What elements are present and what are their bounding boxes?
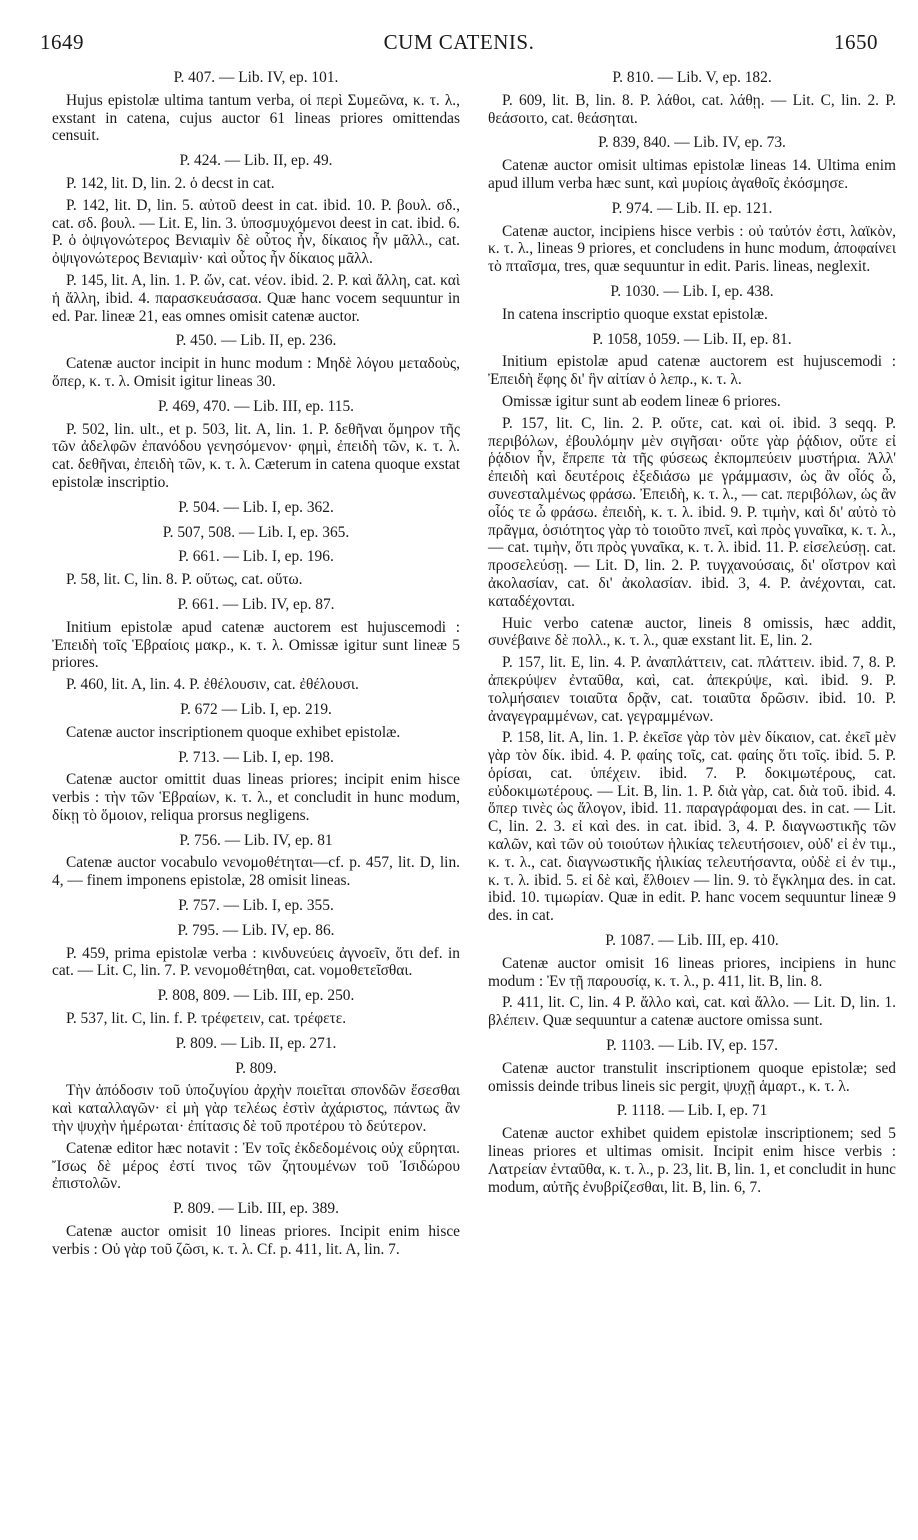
section-heading: P. 407. — Lib. IV, ep. 101. [173, 69, 339, 86]
section-heading: P. 504. — Lib. I, ep. 362. [178, 498, 334, 516]
text-paragraph: Catenæ auctor exhibet quidem epistolæ inscriptionem; sed 5 lineas priores et ultimas omisit. Incipit enim hisce verbis : Λατρείαν ἐνταῦθα, κ. τ. λ., p. 23, lit. B, lin. 1, et concludit in hunc modum, αὐτῆς ἐνυβρίζεσθαι, lit. B, lin. 6, 7. [488, 1125, 896, 1196]
text-paragraph: Catenæ auctor omisit 10 lineas priores. Incipit enim hisce verbis : Οὐ γὰρ τοῦ ζῶσι, κ. τ. λ. Cf. p. 411, lit. A, lin. 7. [52, 1223, 460, 1258]
page-number-right: 1650 [834, 30, 878, 54]
section-heading: P. 1118. — Lib. I, ep. 71 [616, 1102, 768, 1120]
section-heading: P. 757. — Lib. I, ep. 355. [178, 897, 334, 915]
section-heading: P. 424. — Lib. II, ep. 49. [179, 152, 333, 170]
text-paragraph: P. 459, prima epistolæ verba : κινδυνεύεις ἀγνοεῖν, ὅτι def. in cat. — Lit. C, lin. 7. P. νενομοθέτηθαι, cat. νομοθετεῖσθαι. [52, 944, 460, 980]
section-heading: P. 810. — Lib. V, ep. 182. [612, 69, 772, 86]
running-header [40, 30, 878, 60]
text-paragraph: Huic verbo catenæ auctor, lineis 8 omissis, hæc addit, συνέβαινε δὲ πολλ., κ. τ. λ., quæ exstant lit. E, lin. 2. [488, 614, 896, 650]
section-heading: P. 661. — Lib. IV, ep. 87. [177, 595, 335, 613]
text-paragraph: In catena inscriptio quoque exstat epistolæ. [502, 305, 768, 323]
section-heading: P. 450. — Lib. II, ep. 236. [175, 332, 337, 350]
text-paragraph: Initium epistolæ apud catenæ auctorem est hujuscemodi : Ἐπειδὴ τοῖς Ἑβραίοις μακρ., κ. τ. λ. Omissæ igitur sunt lineæ 5 priores. [52, 618, 460, 672]
running-title: CUM CATENIS. [383, 30, 535, 54]
text-paragraph: Catenæ auctor omittit duas lineas priores; incipit enim hisce verbis : τὴν τῶν Ἑβραίων, κ. τ. λ., et concludit in hunc modum, δίκῃ τὸ ὅμοιον, reliqua prorsus negligens. [52, 771, 460, 824]
page-number-left: 1649 [40, 30, 84, 54]
text-paragraph: Catenæ auctor inscriptionem quoque exhibet epistolæ. [66, 723, 401, 741]
text-paragraph: P. 502, lin. ult., et p. 503, lit. A, lin. 1. P. δεθῆναι ὅμηρον τῆς τῶν ἀδελφῶν ἐπανόδου γενησόμενον· φημὶ, ἐπειδὴ τῶν, κ. τ. λ. cat. δεθῆναι, ἐπειδὴ τῶν, κ. τ. λ. Cæterum in catena quoque exstat epistolæ inscriptio. [52, 420, 460, 491]
section-heading: P. 756. — Lib. IV, ep. 81 [179, 831, 333, 849]
section-heading: P. 469, 470. — Lib. III, ep. 115. [157, 397, 355, 415]
text-paragraph: P. 142, lit. D, lin. 5. αὐτοῦ deest in cat. ibid. 10. P. βουλ. σδ., cat. σδ. βουλ. — Lit. E, lin. 3. ὑποσμυχόμενοι deest in cat. ibid. 6. P. ὁ ὀψιγονώτερος Βενιαμὶν δὲ οὗτος ἦν, δίκαιος ἦν μᾶλλ., cat. ὀψιγονώτερος Βενιαμὶν· καὶ οὗτος ἦν δίκαιος μᾶλλ. [52, 196, 460, 268]
section-heading: P. 809. — Lib. II, ep. 271. [175, 1034, 337, 1052]
text-paragraph: Τὴν ἀπόδοσιν τοῦ ὑποζυγίου ἀρχὴν ποιεῖται σπονδῶν ἔσεσθαι καὶ καταλλαγῶν· εἰ μὴ γὰρ τελέως ἐστὶν ἀχάριστος, πάντως ἂν τὴν ψυχὴν ἡμέρωται· ἐπίτασις δὲ τοῦ προτέρου τὸ δεύτερον. [52, 1082, 460, 1136]
text-paragraph: P. 142, lit. D, lin. 2. ὁ decst in cat. [66, 174, 275, 192]
text-paragraph: P. 411, lit. C, lin. 4 P. ἄλλο καὶ, cat. καὶ ἄλλο. — Lit. D, lin. 1. βλέπειν. Quæ sequuntur a catenæ auctore omissa sunt. [488, 994, 896, 1030]
text-paragraph: Catenæ auctor vocabulo νενομοθέτηται—cf. p. 457, lit. D, lin. 4, — finem imponens epistolæ, 28 omisit lineas. [52, 854, 460, 890]
text-paragraph: Catenæ auctor omisit ultimas epistolæ lineas 14. Ultima enim apud illum verba hæc sunt, καὶ μυρίοις ἀγαθοῖς ἐκόσμησε. [488, 157, 896, 192]
text-paragraph: P. 609, lit. B, lin. 8. P. λάθοι, cat. λάθῃ. — Lit. C, lin. 2. P. θεάσοιτο, cat. θεάσηται. [488, 91, 896, 127]
section-heading: P. 839, 840. — Lib. IV, ep. 73. [598, 134, 786, 152]
text-paragraph: Initium epistolæ apud catenæ auctorem est hujuscemodi : Ἐπειδὴ ἔφης δι' ἣν αἰτίαν ὁ λεπρ., κ. τ. λ. [488, 353, 896, 389]
section-heading: P. 795. — Lib. IV, ep. 86. [177, 921, 335, 939]
section-heading: P. 672 — Lib. I, ep. 219. [180, 700, 332, 718]
section-heading: P. 713. — Lib. I, ep. 198. [178, 748, 334, 766]
section-heading: P. 809. — Lib. III, ep. 389. [173, 1200, 339, 1218]
section-heading: P. 1103. — Lib. IV, ep. 157. [606, 1037, 778, 1055]
text-paragraph: P. 460, lit. A, lin. 4. P. ἐθέλουσιν, cat. ἐθέλουσι. [66, 676, 359, 694]
text-paragraph: Hujus epistolæ ultima tantum verba, οἱ περὶ Συμεῶνα, κ. τ. λ., exstant in catena, cujus auctor 61 lineas priores omittendas censuit. [52, 91, 460, 145]
section-heading: P. 661. — Lib. I, ep. 196. [178, 548, 334, 566]
section-heading: P. 974. — Lib. II. ep. 121. [611, 199, 773, 217]
text-paragraph: P. 58, lit. C, lin. 8. P. οὕτως, cat. οὕτω. [66, 571, 303, 589]
text-paragraph: P. 537, lit. C, lin. f. P. τρέφετειν, cat. τρέφετε. [66, 1010, 347, 1028]
section-heading: P. 809. [235, 1059, 277, 1077]
text-paragraph: Catenæ auctor omisit 16 lineas priores, incipiens in hunc modum : Ἐν τῇ παρουσίᾳ, κ. τ. λ., p. 411, lit. B, lin. 8. [488, 954, 896, 990]
section-heading: P. 1087. — Lib. III, ep. 410. [605, 932, 779, 950]
text-paragraph: Catenæ auctor, incipiens hisce verbis : οὐ ταὐτόν ἐστι, λαϊκὸν, κ. τ. λ., lineas 9 priores, et concludens in hunc modum, ἀποφαίνει τὸ πταῖσμα, tres, quæ sequuntur in edit. Paris. lineas, neglexit. [488, 222, 896, 276]
section-heading: P. 1030. — Lib. I, ep. 438. [610, 282, 774, 300]
text-paragraph: P. 158, lit. A, lin. 1. P. ἐκεῖσε γὰρ τὸν μὲν δίκαιον, cat. ἐκεῖ μὲν γὰρ τὸν δίκ. ibid. 4. P. φαίης τοῖς, cat. φαίης ὅτι τοῖς. ibid. 5. P. ὁρίσαι, cat. ὑπέχειν. ibid. 7. P. δοκιμωτέρους, cat. εὐδοκιμωτέρους. — Lit. B, lin. 1. P. διὰ γὰρ, cat. διὰ τοῦ. ibid. 4. ὅπερ τινὲς ὡς ἄλογον, ibid. 11. παραγράφομαι des. in cat. — Lit. C, lin. 2. 3. εἰ καὶ des. in cat. ibid. 3, 4. P. διαγνωστικῆς τῶν καλῶν, καὶ τῶν οὐ τοιούτων ἡλικίας τελευτήσοιεν, οὐδ' εἰ ἐν τιμ., κ. τ. λ., cat. διαγνωστικῆς ἡλικίας τελευτήσαντα, οὐδὲ εἰ ἐν τιμ., κ. τ. λ. ibid. 5. εἰ δὲ καὶ, ἔλθοιεν — lin. 9. τὸ ἔγκλημα des. in cat. ibid. 10. τιμωρίαν. Quæ in edit. P. hanc vocem sequuntur lineæ 9 des. in cat. [488, 729, 896, 925]
text-paragraph: Catenæ auctor transtulit inscriptionem quoque epistolæ; sed omissis deinde tribus lineis sic pergit, ψυχῇ ἁμαρτ., κ. τ. λ. [488, 1059, 896, 1095]
text-paragraph: Catenæ editor hæc notavit : Ἐν τοῖς ἐκδεδομένοις οὐχ εὕρηται. Ἴσως δὲ μέρος ἐστί τινος τῶν ζητουμένων τοῦ Ἰσιδώρου ἐπιστολῶν. [52, 1139, 460, 1193]
text-paragraph: P. 145, lit. A, lin. 1. P. ὤν, cat. νέον. ibid. 2. P. καὶ ἄλλη, cat. καὶ ἡ ἄλλη, ibid. 4. παρασκευάσασα. Quæ hanc vocem sequuntur in ed. Par. lineæ 21, eas omnes omisit catenæ auctor. [52, 271, 460, 325]
right-column [488, 62, 896, 1200]
section-heading: P. 1058, 1059. — Lib. II, ep. 81. [592, 330, 792, 348]
left-column [52, 62, 460, 1263]
text-paragraph: P. 157, lit. C, lin. 2. P. οὔτε, cat. καὶ οἱ. ibid. 3 seqq. P. περιβόλων, ἐβουλόμην μὲν σιγῆσαι· οὔτε γὰρ ῥᾴδιον, οὔτε εἰ ῥᾴδιον ἦν, ἔπρεπε τὰ τῆς φύσεως ἐκπομπεύειν μυστήρια. Ἀλλ' ἐπειδὴ καὶ δευτέροις ἐξεδιάσω με γράμμασιν, ὡς ἂν οἷός ὦ, συνεσταλμένως φράσω. Ἐπειδὴ, κ. τ. λ., — cat. περιβόλων, ὡς ἂν οἷός τε ὦ φράσω. ἐπειδὴ, κ. τ. λ. ibid. 9. P. τιμὴν, καὶ δι' αὐτὸ τὸ πρᾶγμα, ὁσιότητος γὰρ τὸ τοιοῦτο πνεῖ, καὶ πρὸς γυναῖκα, κ. τ. λ., — cat. τιμὴν, ὅτι πρὸς γυναῖκα, κ. τ. λ. ibid. 11. P. εἰσελεύσῃ. cat. προσελεύσῃ. — Lit. D, lin. 2. P. τυγχανούσαις, δι' οἴστρον καὶ ἀκολασίαν, cat. δι' ἀκολασίαν. ibid. 3, 4. P. ἀνέχονται, cat. καταδέχονται. [488, 414, 896, 610]
section-heading: P. 507, 508. — Lib. I, ep. 365. [162, 523, 350, 541]
text-paragraph: Catenæ auctor incipit in hunc modum : Μηδὲ λόγου μεταδοὺς, ὅπερ, κ. τ. λ. Omisit igitur lineas 30. [52, 355, 460, 390]
text-paragraph: P. 157, lit. E, lin. 4. P. ἀναπλάττειν, cat. πλάττειν. ibid. 7, 8. P. ἀπεκρύψεν ἐνταῦθα, καὶ, cat. ἀπεκρύψε, καὶ. ibid. 9. P. τολμήσαιεν τοιαῦτα δρᾷν, cat. τοιαῦτα δρῶσιν. ibid. 10. P. ἀναγεγραμμένων, cat. γεγραμμένων. [488, 654, 896, 725]
section-heading: P. 808, 809. — Lib. III, ep. 250. [157, 987, 355, 1005]
text-paragraph: Omissæ igitur sunt ab eodem lineæ 6 priores. [502, 392, 781, 410]
